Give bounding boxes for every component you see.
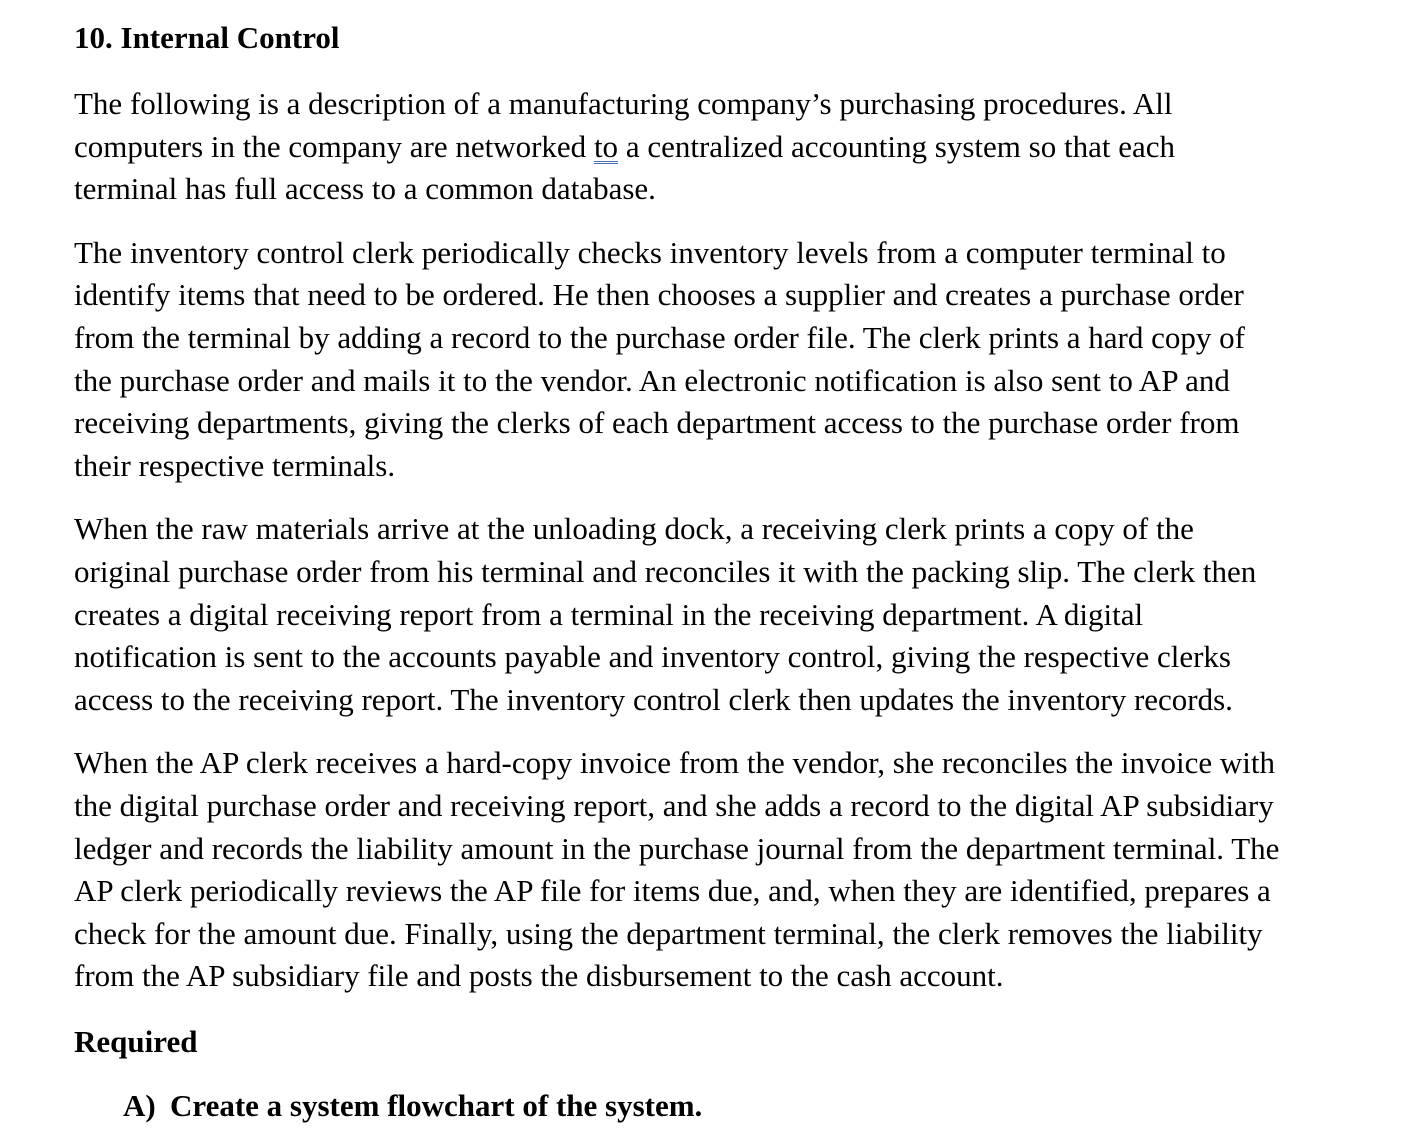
paragraph-line: original purchase order from his terminal and reconciles it with the packing slip. The clerk then bbox=[74, 553, 1257, 589]
task-item bbox=[123, 1085, 1334, 1127]
paragraph-4 bbox=[74, 742, 1334, 998]
paragraph-line: their respective terminals. bbox=[74, 447, 396, 483]
grammar-flagged-word[interactable]: to bbox=[593, 128, 619, 164]
paragraph-line: terminal has full access to a common database. bbox=[74, 171, 656, 207]
paragraph-line: from the terminal by adding a record to the purchase order file. The clerk prints a hard copy of bbox=[74, 319, 1245, 355]
paragraph-line: check for the amount due. Finally, using the department terminal, the clerk removes the liability bbox=[74, 915, 1263, 951]
paragraph-1 bbox=[74, 83, 1334, 211]
paragraph-line: AP clerk periodically reviews the AP file for items due, and, when they are identified, prepares a bbox=[74, 873, 1271, 909]
document-page bbox=[74, 0, 1334, 1127]
paragraph-line: the purchase order and mails it to the vendor. An electronic notification is also sent to AP and bbox=[74, 362, 1230, 398]
paragraph-line: The following is a description of a manufacturing company’s purchasing procedures. All bbox=[74, 86, 1173, 121]
paragraph-line: notification is sent to the accounts payable and inventory control, giving the respective clerks bbox=[74, 639, 1231, 675]
paragraph-line: from the AP subsidiary file and posts the disbursement to the cash account. bbox=[74, 958, 1004, 994]
paragraph-text: a centralized accounting system so that each bbox=[618, 128, 1175, 164]
paragraph-line: the digital purchase order and receiving report, and she adds a record to the digital AP subsidiary bbox=[74, 787, 1274, 823]
paragraph-line: access to the receiving report. The inventory control clerk then updates the inventory records. bbox=[74, 681, 1233, 717]
paragraph-line: ledger and records the liability amount in the purchase journal from the department terminal. The bbox=[74, 830, 1280, 866]
paragraph-line: creates a digital receiving report from a terminal in the receiving department. A digital bbox=[74, 596, 1144, 632]
paragraph-2 bbox=[74, 232, 1334, 488]
paragraph-line: identify items that need to be ordered. He then chooses a supplier and creates a purchase order bbox=[74, 277, 1244, 313]
paragraph-line: The inventory control clerk periodically checks inventory levels from a computer terminal to bbox=[74, 234, 1226, 270]
paragraph-3 bbox=[74, 508, 1334, 721]
paragraph-text: computers in the company are networked bbox=[74, 128, 594, 164]
task-label: A) bbox=[123, 1087, 156, 1123]
paragraph-line: When the AP clerk receives a hard-copy invoice from the vendor, she reconciles the invoice with bbox=[74, 745, 1275, 781]
paragraph-line: receiving departments, giving the clerks of each department access to the purchase order from bbox=[74, 405, 1240, 441]
paragraph-line: When the raw materials arrive at the unloading dock, a receiving clerk prints a copy of the bbox=[74, 511, 1194, 547]
required-heading: Required bbox=[74, 1023, 198, 1059]
paragraph-line bbox=[74, 126, 1334, 169]
task-text: Create a system flowchart of the system. bbox=[170, 1087, 703, 1123]
document-title: 10. Internal Control bbox=[74, 20, 340, 55]
